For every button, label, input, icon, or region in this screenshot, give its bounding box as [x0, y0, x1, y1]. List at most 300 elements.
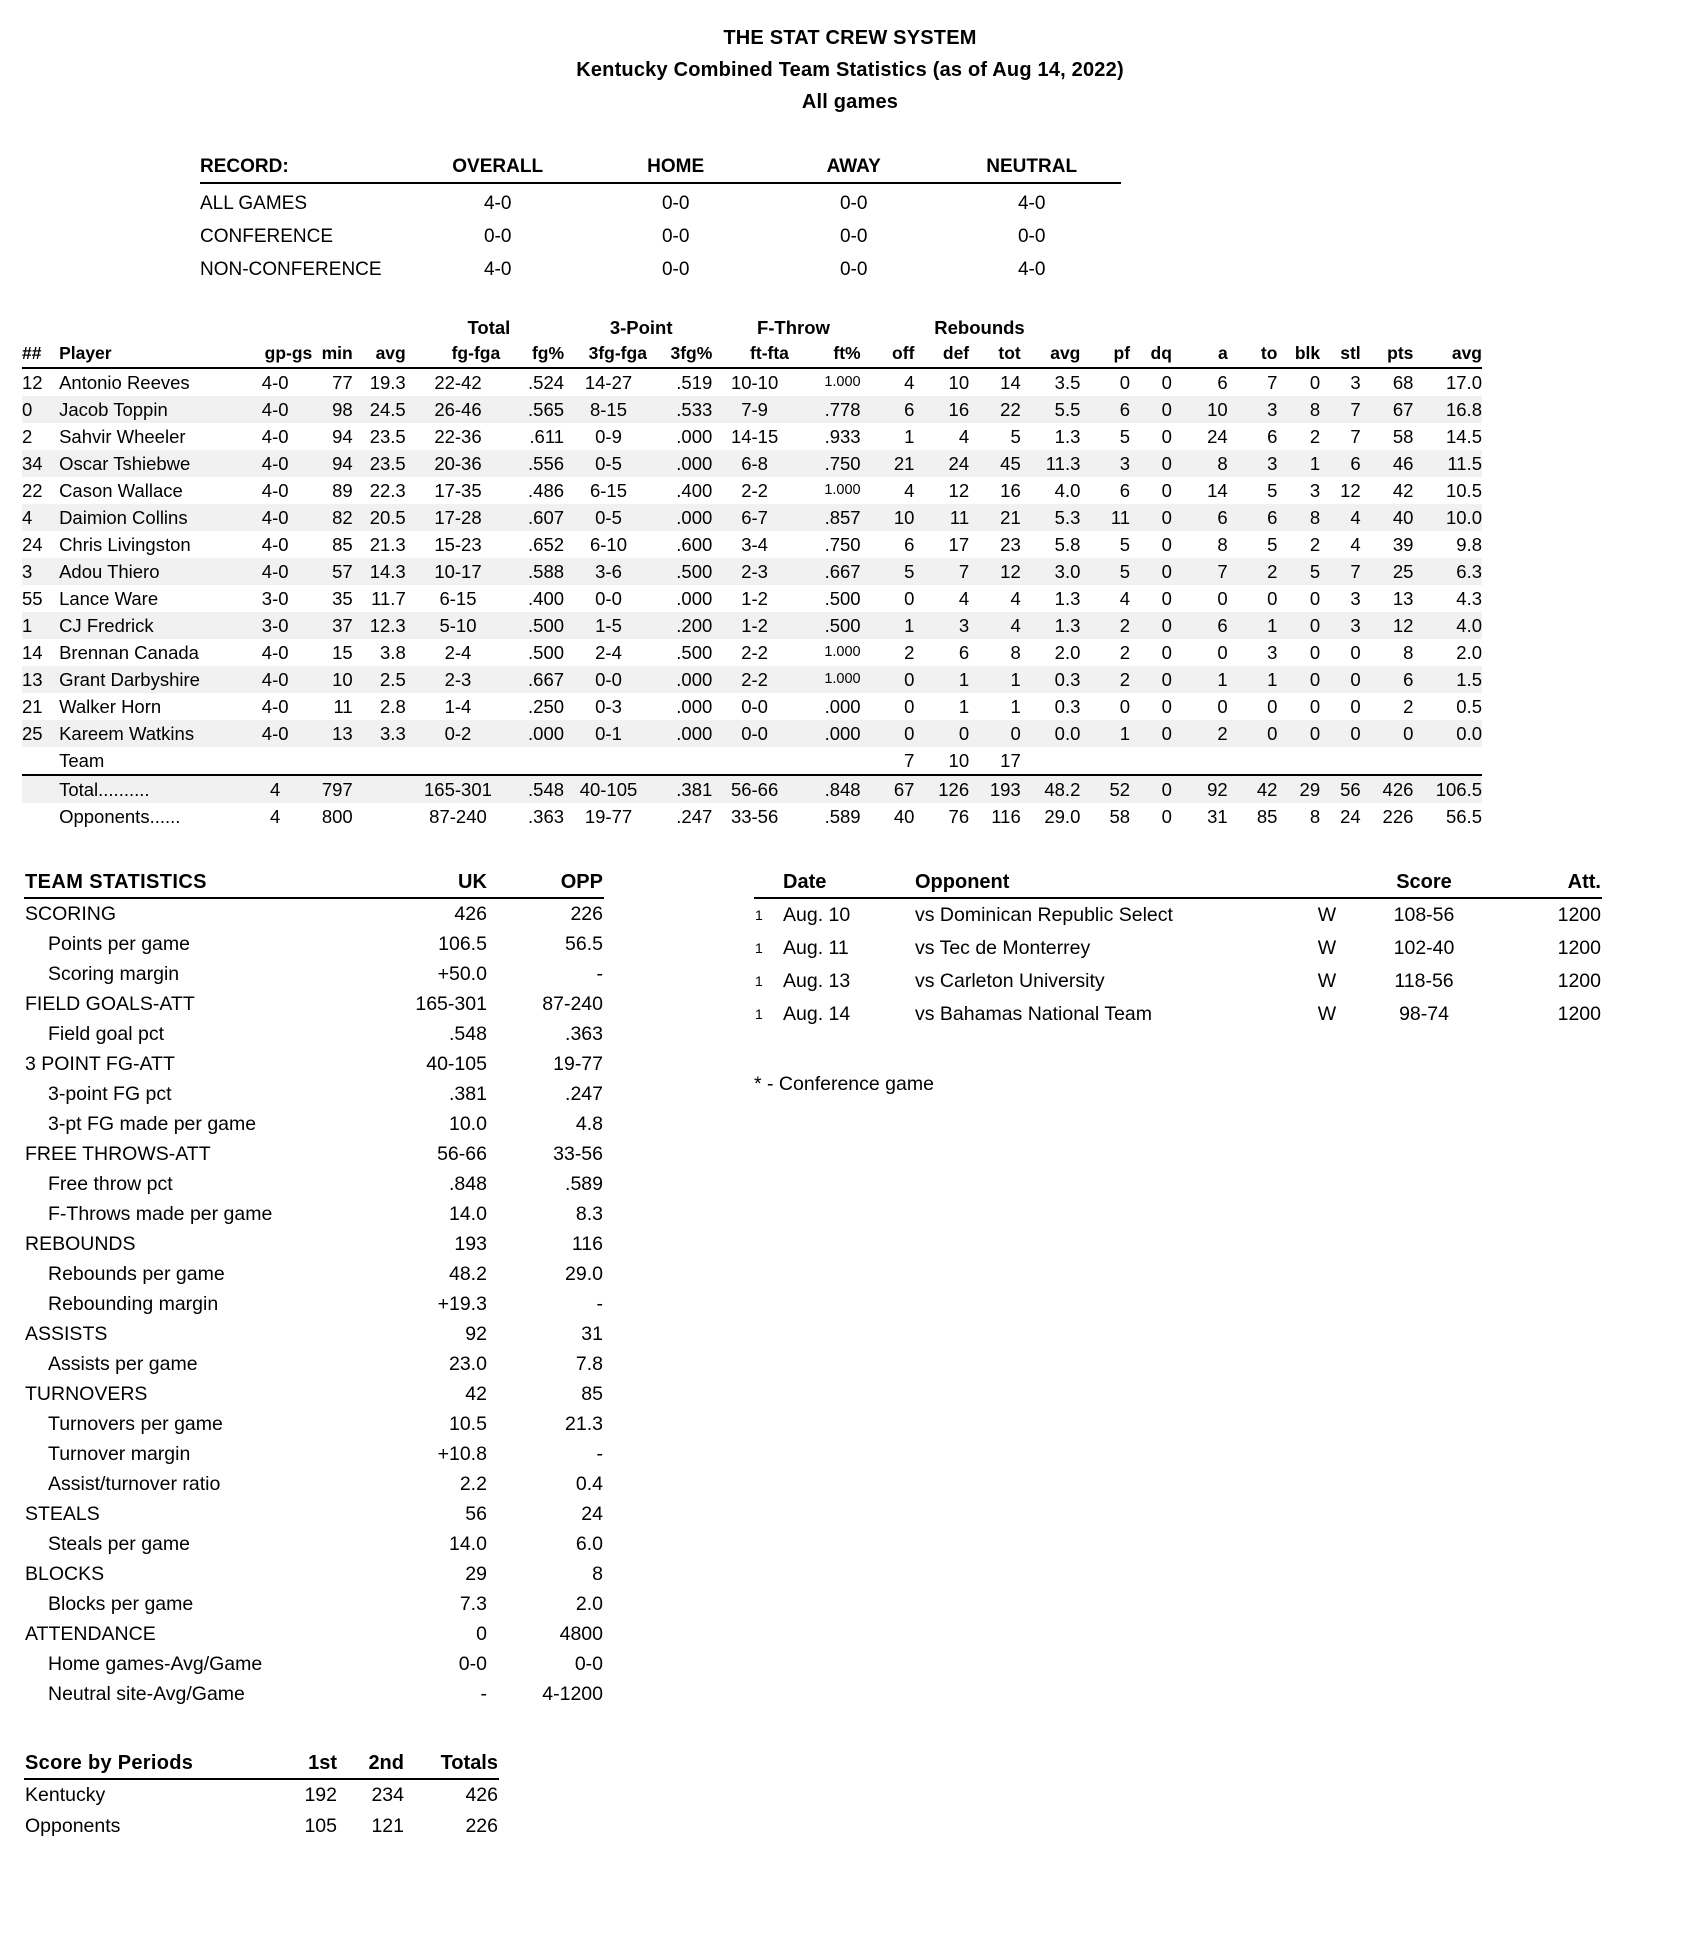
schedule-attendance: 1200	[1557, 904, 1601, 926]
player-steals: 4	[1350, 534, 1361, 555]
player-off-reb: 0	[875, 666, 925, 693]
schedule-opponent: vs Dominican Republic Select	[915, 904, 1173, 926]
col-ftfta: ft-fta	[720, 343, 797, 368]
summary-assists: 31	[1207, 806, 1228, 827]
player-3fgfga: 0-5	[570, 504, 655, 531]
period-totals: 226	[465, 1815, 498, 1837]
player-reb-avg: 2.0	[1054, 642, 1081, 663]
summary-fgpct: .548	[508, 775, 570, 803]
player-pf: 4	[1119, 588, 1131, 609]
player-assists: 14	[1207, 480, 1228, 501]
col-ftpct: ft%	[797, 343, 875, 368]
player-blocks: 0	[1283, 612, 1326, 639]
team-stat-opp: 2.0	[575, 1593, 603, 1615]
player-ftpct: .500	[824, 588, 861, 609]
player-min-avg: 14.3	[359, 558, 416, 585]
player-reb-avg: 4.0	[1054, 480, 1081, 501]
total-row	[22, 775, 1482, 803]
team-stat-row	[24, 1019, 604, 1049]
player-points-avg: 17.0	[1445, 372, 1482, 393]
player-3fgfga: 0-3	[595, 696, 622, 717]
player-min-avg: 3.8	[380, 642, 406, 663]
player-name: Sahvir Wheeler	[59, 426, 186, 447]
player-blocks: 3	[1309, 480, 1321, 501]
periods-col-totals: Totals	[405, 1751, 499, 1779]
team-stat-label: REBOUNDS	[25, 1233, 136, 1255]
player-blocks: 0	[1309, 642, 1321, 663]
schedule-attendance: 1200	[1557, 1003, 1601, 1025]
player-min: 10	[312, 666, 358, 693]
player-fgpct: .652	[528, 534, 565, 555]
team-stat-label: Points per game	[48, 933, 190, 955]
player-3fgpct: .000	[676, 696, 713, 717]
player-name: Chris Livingston	[59, 534, 191, 555]
team-stat-opp: 0-0	[574, 1653, 603, 1675]
player-points: 13	[1392, 588, 1414, 609]
player-3fgpct: .400	[676, 480, 713, 501]
team-stat-uk: 56	[465, 1503, 487, 1525]
player-fgfga: 15-23	[434, 534, 482, 555]
player-ftfta: 7-9	[720, 396, 797, 423]
player-3fgfga: 0-9	[595, 426, 622, 447]
player-tot-reb: 45	[977, 450, 1027, 477]
player-blocks: 8	[1283, 396, 1326, 423]
opponents-row	[22, 803, 1482, 830]
player-points-avg: 14.5	[1445, 426, 1482, 447]
player-pf: 6	[1119, 480, 1131, 501]
team-stat-opp: 19-77	[553, 1053, 603, 1075]
team-stat-label: Assists per game	[48, 1353, 198, 1375]
record-row-label: CONFERENCE	[200, 226, 334, 247]
schedule-result: W	[1317, 1003, 1337, 1025]
table-row	[22, 639, 1482, 666]
player-3fgpct: .000	[655, 720, 720, 747]
team-stat-label: Rebounding margin	[48, 1293, 219, 1315]
team-stat-uk: 56-66	[437, 1143, 487, 1165]
group-rebounds: Rebounds	[934, 317, 1025, 338]
player-gpgs: 4-0	[238, 720, 312, 747]
player-fgpct: .500	[508, 612, 570, 639]
player-fgpct: .500	[528, 642, 565, 663]
team-stat-label: FIELD GOALS-ATT	[25, 993, 195, 1015]
player-ftfta: 10-10	[730, 372, 779, 393]
player-off-reb: 4	[904, 372, 915, 393]
team-stat-row	[24, 1649, 604, 1679]
group-total: Total	[467, 317, 511, 338]
player-steals: 0	[1350, 642, 1361, 663]
player-fgfga: 6-15	[439, 588, 477, 609]
summary-ftfta: 33-56	[730, 806, 779, 827]
team-stat-uk: 193	[454, 1233, 487, 1255]
team-stat-label: ATTENDANCE	[25, 1623, 156, 1645]
player-gpgs: 4-0	[238, 666, 312, 693]
team-stat-row	[24, 1049, 604, 1079]
player-min: 37	[312, 612, 358, 639]
player-turnovers: 1	[1242, 666, 1284, 693]
player-dq: 0	[1161, 534, 1172, 555]
record-overall: 0-0	[483, 226, 512, 247]
team-stat-uk: -	[480, 1683, 487, 1705]
player-reb-avg: 0.3	[1054, 696, 1081, 717]
player-assists: 7	[1180, 558, 1242, 585]
player-fgpct: .250	[528, 696, 565, 717]
team-stat-opp: 56.5	[565, 933, 603, 955]
player-gpgs: 4-0	[261, 426, 289, 447]
player-min-avg: 11.7	[371, 588, 406, 609]
schedule-score: 118-56	[1394, 970, 1454, 992]
player-name: Jacob Toppin	[59, 396, 238, 423]
record-overall: 4-0	[483, 193, 512, 214]
col-def: def	[924, 343, 977, 368]
player-ftpct: 1.000	[797, 666, 875, 693]
team-row-label: Team	[59, 747, 238, 775]
schedule-game-marker: 1	[755, 1006, 763, 1022]
player-min-avg: 23.5	[359, 450, 416, 477]
player-fgfga: 2-4	[444, 642, 472, 663]
table-row	[22, 612, 1482, 639]
player-ftpct: .857	[797, 504, 875, 531]
player-turnovers: 5	[1267, 480, 1278, 501]
player-off-reb: 0	[904, 588, 915, 609]
player-def-reb: 7	[924, 558, 977, 585]
team-stat-row	[24, 959, 604, 989]
player-steals: 7	[1326, 396, 1369, 423]
player-def-reb: 1	[958, 696, 970, 717]
player-def-reb: 0	[924, 720, 977, 747]
player-reb-avg: 5.8	[1054, 534, 1081, 555]
player-fgpct: .607	[508, 504, 570, 531]
player-def-reb: 4	[958, 426, 970, 447]
summary-gp: 4	[270, 806, 281, 827]
player-points: 0	[1369, 720, 1422, 747]
player-fgfga: 17-28	[416, 504, 508, 531]
player-ftfta: 0-0	[720, 720, 797, 747]
team-statistics-section	[24, 870, 604, 1709]
player-turnovers: 6	[1242, 504, 1284, 531]
player-3fgpct: .600	[676, 534, 713, 555]
player-turnovers: 6	[1267, 426, 1278, 447]
summary-gp: 4	[238, 775, 312, 803]
player-def-reb: 16	[924, 396, 977, 423]
schedule-col-score: Score	[1358, 870, 1490, 898]
player-ftpct: .750	[797, 450, 875, 477]
player-fgfga: 22-42	[434, 372, 482, 393]
table-row	[22, 368, 1482, 396]
player-min-avg: 20.5	[359, 504, 416, 531]
report-title: Kentucky Combined Team Statistics (as of Aug 14, 2022)	[576, 59, 1124, 81]
table-row	[22, 423, 1482, 450]
team-stat-label: Field goal pct	[48, 1023, 164, 1045]
player-blocks: 2	[1309, 534, 1321, 555]
record-neutral: 0-0	[1017, 226, 1046, 247]
team-stat-label: Neutral site-Avg/Game	[48, 1683, 245, 1705]
team-stat-row	[24, 1289, 604, 1319]
team-stat-opp: 33-56	[553, 1143, 603, 1165]
team-stat-uk: +10.8	[437, 1443, 487, 1465]
team-stat-row	[24, 1079, 604, 1109]
player-fgfga: 22-36	[434, 426, 482, 447]
team-stat-opp: .247	[565, 1083, 603, 1105]
player-min-avg: 2.5	[359, 666, 416, 693]
player-ftpct: .750	[824, 534, 861, 555]
record-away: 0-0	[839, 226, 868, 247]
player-assists: 8	[1180, 450, 1242, 477]
player-dq: 0	[1161, 588, 1172, 609]
summary-points: 226	[1382, 806, 1414, 827]
summary-def-reb: 76	[948, 806, 970, 827]
player-3fgfga: 0-5	[570, 450, 655, 477]
col-ravg: avg	[1027, 343, 1095, 368]
schedule-attendance: 1200	[1557, 937, 1601, 959]
player-number: 14	[22, 642, 43, 663]
col-player: Player	[59, 343, 238, 368]
player-tot-reb: 21	[977, 504, 1027, 531]
team-stat-uk: 0	[476, 1623, 487, 1645]
player-3fgpct: .500	[676, 642, 713, 663]
team-stat-label: Blocks per game	[48, 1593, 194, 1615]
player-ftpct: 1.000	[824, 644, 861, 660]
record-home: 0-0	[661, 226, 690, 247]
table-row	[22, 450, 1482, 477]
schedule-result: W	[1317, 970, 1337, 992]
team-stat-opp: 87-240	[542, 993, 603, 1015]
team-stat-opp: 8.3	[575, 1203, 603, 1225]
player-min: 98	[312, 396, 358, 423]
schedule-game-marker: 1	[755, 940, 763, 956]
player-fgpct: .000	[508, 720, 570, 747]
col-fgfga: fg-fga	[416, 343, 508, 368]
col-3fgpct: 3fg%	[655, 343, 720, 368]
schedule-col-date: Date	[782, 870, 914, 898]
team-stat-uk: 10.5	[448, 1413, 487, 1435]
player-number: 0	[22, 396, 59, 423]
player-min: 82	[312, 504, 358, 531]
player-reb-avg: 3.0	[1027, 558, 1095, 585]
team-stat-label: 3-pt FG made per game	[48, 1113, 257, 1135]
player-assists: 6	[1180, 612, 1242, 639]
player-gpgs: 4-0	[261, 642, 289, 663]
periods-col-1st: 1st	[271, 1751, 338, 1779]
team-stat-row	[24, 1139, 604, 1169]
player-name: Daimion Collins	[59, 504, 238, 531]
player-steals: 3	[1350, 588, 1361, 609]
team-stat-label: Rebounds per game	[48, 1263, 225, 1285]
team-stat-uk: 23.0	[448, 1353, 487, 1375]
player-ftfta: 3-4	[741, 534, 768, 555]
team-stat-opp: 7.8	[575, 1353, 603, 1375]
player-tot-reb: 8	[1010, 642, 1021, 663]
player-ftfta: 2-2	[720, 666, 797, 693]
player-dq: 0	[1138, 450, 1180, 477]
col-pf: pf	[1094, 343, 1138, 368]
player-ftpct: .500	[797, 612, 875, 639]
player-ftfta: 1-2	[720, 612, 797, 639]
player-turnovers: 3	[1242, 450, 1284, 477]
record-overall: 4-0	[483, 259, 512, 280]
team-stat-row	[24, 1319, 604, 1349]
schedule-col-opponent: Opponent	[914, 870, 1296, 898]
player-reb-avg: 5.5	[1027, 396, 1095, 423]
score-by-periods-table	[24, 1751, 499, 1842]
player-dq: 0	[1161, 480, 1172, 501]
player-name: Adou Thiero	[59, 558, 238, 585]
player-ftfta: 0-0	[741, 696, 768, 717]
player-name: Antonio Reeves	[59, 372, 190, 393]
player-dq: 0	[1138, 558, 1180, 585]
schedule-attendance: 1200	[1557, 970, 1601, 992]
player-points: 42	[1392, 480, 1414, 501]
record-col-away: AWAY	[765, 156, 943, 183]
team-stat-opp: 4-1200	[542, 1683, 603, 1705]
team-stat-row	[24, 1229, 604, 1259]
player-off-reb: 5	[875, 558, 925, 585]
player-steals: 3	[1326, 612, 1369, 639]
team-stat-label: Scoring margin	[48, 963, 180, 985]
team-stat-uk: 29	[465, 1563, 487, 1585]
summary-label: Total..........	[59, 775, 238, 803]
player-assists: 6	[1180, 504, 1242, 531]
team-stat-label: Home games-Avg/Game	[48, 1653, 263, 1675]
player-off-reb: 0	[904, 696, 915, 717]
player-assists: 10	[1180, 396, 1242, 423]
player-ftfta: 2-2	[741, 642, 768, 663]
team-tot-reb: 17	[977, 747, 1027, 775]
player-fgpct: .486	[528, 480, 565, 501]
player-def-reb: 11	[924, 504, 977, 531]
team-stat-uk: 48.2	[448, 1263, 487, 1285]
player-number: 24	[22, 534, 43, 555]
schedule-opponent: vs Bahamas National Team	[915, 1003, 1153, 1025]
record-row	[200, 217, 1121, 250]
team-statistics-col-opp: OPP	[488, 870, 604, 898]
summary-off-reb: 67	[875, 775, 925, 803]
player-points: 67	[1369, 396, 1422, 423]
group-header-row	[22, 317, 1482, 343]
player-3fgpct: .533	[655, 396, 720, 423]
team-statistics-col-uk: UK	[365, 870, 488, 898]
player-gpgs: 3-0	[238, 612, 312, 639]
summary-fgfga: 87-240	[429, 806, 487, 827]
summary-ftfta: 56-66	[720, 775, 797, 803]
team-stat-uk: 14.0	[448, 1533, 487, 1555]
summary-ftpct: .848	[797, 775, 875, 803]
player-number: 22	[22, 480, 43, 501]
team-stat-label: ASSISTS	[25, 1323, 108, 1345]
team-stat-uk: 0-0	[458, 1653, 487, 1675]
team-stat-uk: 7.3	[459, 1593, 487, 1615]
record-table	[200, 156, 1121, 283]
team-stat-opp: 24	[581, 1503, 603, 1525]
player-min-avg: 3.3	[359, 720, 416, 747]
period-team: Kentucky	[25, 1784, 106, 1806]
player-steals: 0	[1326, 720, 1369, 747]
player-def-reb: 24	[924, 450, 977, 477]
player-blocks: 0	[1309, 588, 1321, 609]
player-steals: 0	[1326, 666, 1369, 693]
player-fgfga: 2-3	[416, 666, 508, 693]
period-totals: 426	[465, 1784, 498, 1806]
player-blocks: 1	[1283, 450, 1326, 477]
team-stat-uk: 165-301	[415, 993, 487, 1015]
player-points: 58	[1392, 426, 1414, 447]
player-steals: 3	[1350, 372, 1361, 393]
player-name: Kareem Watkins	[59, 720, 238, 747]
player-ftpct: .667	[797, 558, 875, 585]
record-home: 0-0	[661, 259, 690, 280]
player-blocks: 0	[1283, 720, 1326, 747]
group-f-throw: F-Throw	[756, 317, 830, 338]
player-reb-avg: 1.3	[1054, 588, 1081, 609]
record-neutral: 4-0	[1017, 259, 1046, 280]
team-stat-opp: -	[596, 963, 603, 985]
col-gpgs: gp-gs	[238, 343, 312, 368]
player-tot-reb: 4	[977, 612, 1027, 639]
schedule-date: Aug. 10	[783, 904, 851, 926]
table-row	[22, 585, 1482, 612]
team-stat-row	[24, 1199, 604, 1229]
player-steals: 4	[1326, 504, 1369, 531]
schedule-row	[754, 998, 1602, 1031]
team-stat-row	[24, 1559, 604, 1589]
player-points: 39	[1392, 534, 1414, 555]
player-fgfga: 17-35	[434, 480, 482, 501]
team-stat-row	[24, 1619, 604, 1649]
summary-ftpct: .589	[824, 806, 861, 827]
player-min: 57	[312, 558, 358, 585]
player-3fgpct: .000	[676, 588, 713, 609]
player-tot-reb: 1	[977, 666, 1027, 693]
player-3fgfga: 3-6	[570, 558, 655, 585]
player-min: 89	[332, 480, 353, 501]
record-away: 0-0	[839, 193, 868, 214]
player-points-avg: 2.0	[1456, 642, 1482, 663]
player-points-avg: 9.8	[1456, 534, 1482, 555]
col-to: to	[1242, 343, 1284, 368]
player-3fgfga: 2-4	[595, 642, 622, 663]
player-assists: 6	[1217, 372, 1228, 393]
player-dq: 0	[1138, 612, 1180, 639]
team-stat-label: Steals per game	[48, 1533, 190, 1555]
player-fgpct: .524	[528, 372, 565, 393]
player-blocks: 5	[1283, 558, 1326, 585]
schedule-result: W	[1317, 937, 1337, 959]
player-off-reb: 6	[875, 396, 925, 423]
player-ftpct: .933	[824, 426, 861, 447]
player-min: 94	[312, 450, 358, 477]
player-min: 15	[332, 642, 353, 663]
player-number: 25	[22, 720, 59, 747]
summary-fgfga: 165-301	[416, 775, 508, 803]
player-fgfga: 20-36	[416, 450, 508, 477]
player-pf: 3	[1094, 450, 1138, 477]
team-stat-opp: 116	[571, 1233, 603, 1255]
player-pf: 5	[1094, 558, 1138, 585]
col-3fgfga: 3fg-fga	[570, 343, 655, 368]
player-dq: 0	[1138, 504, 1180, 531]
schedule-score: 108-56	[1393, 904, 1455, 926]
team-stat-opp: -	[596, 1293, 603, 1315]
team-stat-opp: 4.8	[575, 1113, 603, 1135]
summary-pf: 58	[1109, 806, 1131, 827]
player-min: 35	[332, 588, 353, 609]
team-stat-label: 3-point FG pct	[48, 1083, 172, 1105]
player-def-reb: 1	[924, 666, 977, 693]
player-number: 2	[22, 426, 33, 447]
player-def-reb: 12	[948, 480, 970, 501]
summary-def-reb: 126	[924, 775, 977, 803]
period-1st: 105	[304, 1815, 337, 1837]
player-points-avg: 1.5	[1421, 666, 1482, 693]
